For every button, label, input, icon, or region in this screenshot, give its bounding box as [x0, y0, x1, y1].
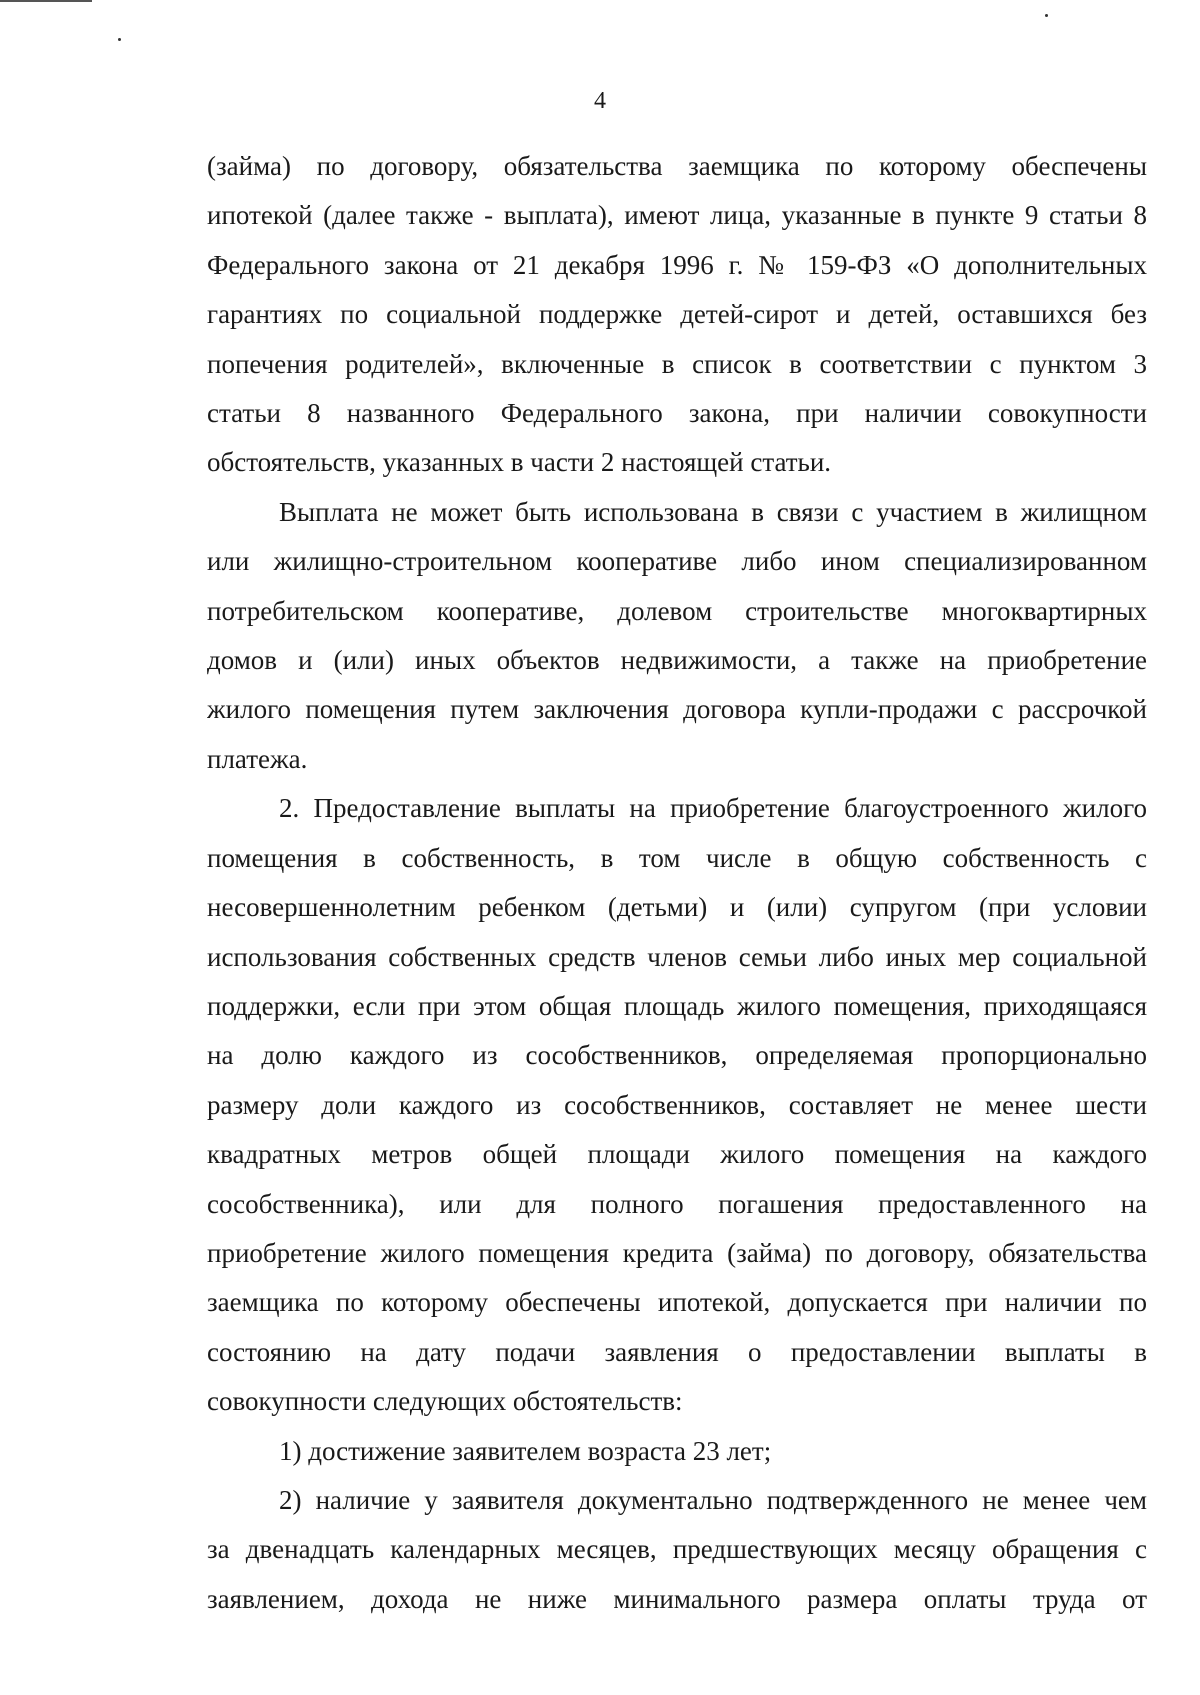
text-line: жилого помещения путем заключения договора купли-продажи с рассрочкой	[207, 694, 1147, 725]
paragraph	[207, 1427, 1147, 1476]
scan-artifact-line	[0, 0, 92, 2]
page-number: 4	[594, 88, 606, 114]
text-line: поддержки, если при этом общая площадь жилого помещения, приходящаяся	[207, 990, 1147, 1021]
paragraph	[207, 784, 1147, 1426]
document-body	[207, 142, 1147, 1624]
text-line: (займа) по договору, обязательства заемщика по которому обеспечены	[207, 151, 1147, 181]
text-line: на долю каждого из сособственников, определяемая пропорционально	[207, 1040, 1147, 1071]
text-line: состоянию на дату подачи заявления о предоставлении выплаты в	[207, 1336, 1147, 1367]
text-line: домов и (или) иных объектов недвижимости, а также на приобретение	[207, 645, 1147, 676]
text-line: гарантиях по социальной поддержке детей-сирот и детей, оставшихся без	[207, 299, 1147, 330]
text-line: 2) наличие у заявителя документально подтвержденного не менее чем	[279, 1484, 1147, 1515]
text-line: размеру доли каждого из сособственников, составляет не менее шести	[207, 1089, 1147, 1120]
text-line: за двенадцать календарных месяцев, предшествующих месяцу обращения с	[207, 1534, 1147, 1565]
text-line: или жилищно-строительном кооперативе либо ином специализированном	[207, 546, 1147, 577]
paragraph	[207, 488, 1147, 784]
scan-artifact-speck	[118, 38, 121, 41]
text-line: платежа.	[207, 743, 308, 774]
text-line: использования собственных средств членов семьи либо иных мер социальной	[207, 941, 1147, 972]
text-line: помещения в собственность, в том числе в общую собственность с	[207, 842, 1147, 873]
text-line: приобретение жилого помещения кредита (займа) по договору, обязательства	[207, 1237, 1147, 1268]
text-line: ипотекой (далее также - выплата), имеют лица, указанные в пункте 9 статьи 8	[207, 200, 1147, 231]
text-line: Федерального закона от 21 декабря 1996 г. № 159-ФЗ «О дополнительных	[207, 249, 1147, 280]
text-line: Выплата не может быть использована в связи с участием в жилищном	[279, 496, 1147, 527]
text-line: потребительском кооперативе, долевом строительстве многоквартирных	[207, 595, 1147, 626]
text-line: статьи 8 названного Федерального закона, при наличии совокупности	[207, 398, 1147, 429]
text-line: 2. Предоставление выплаты на приобретение благоустроенного жилого	[279, 793, 1147, 824]
text-line: 1) достижение заявителем возраста 23 лет;	[279, 1435, 772, 1466]
text-line: сособственника), или для полного погашения предоставленного на	[207, 1188, 1147, 1219]
text-line: обстоятельств, указанных в части 2 настоящей статьи.	[207, 447, 832, 478]
text-line: несовершеннолетним ребенком (детьми) и (или) супругом (при условии	[207, 892, 1147, 923]
paragraph	[207, 142, 1147, 488]
paragraph	[207, 1476, 1147, 1624]
text-line: квадратных метров общей площади жилого помещения на каждого	[207, 1139, 1147, 1170]
scan-artifact-speck	[1045, 14, 1048, 17]
text-line: попечения родителей», включенные в список в соответствии с пунктом 3	[207, 348, 1147, 379]
text-line: заявлением, дохода не ниже минимального размера оплаты труда от	[207, 1583, 1147, 1614]
text-line: заемщика по которому обеспечены ипотекой, допускается при наличии по	[207, 1287, 1147, 1318]
text-line: совокупности следующих обстоятельств:	[207, 1386, 683, 1417]
